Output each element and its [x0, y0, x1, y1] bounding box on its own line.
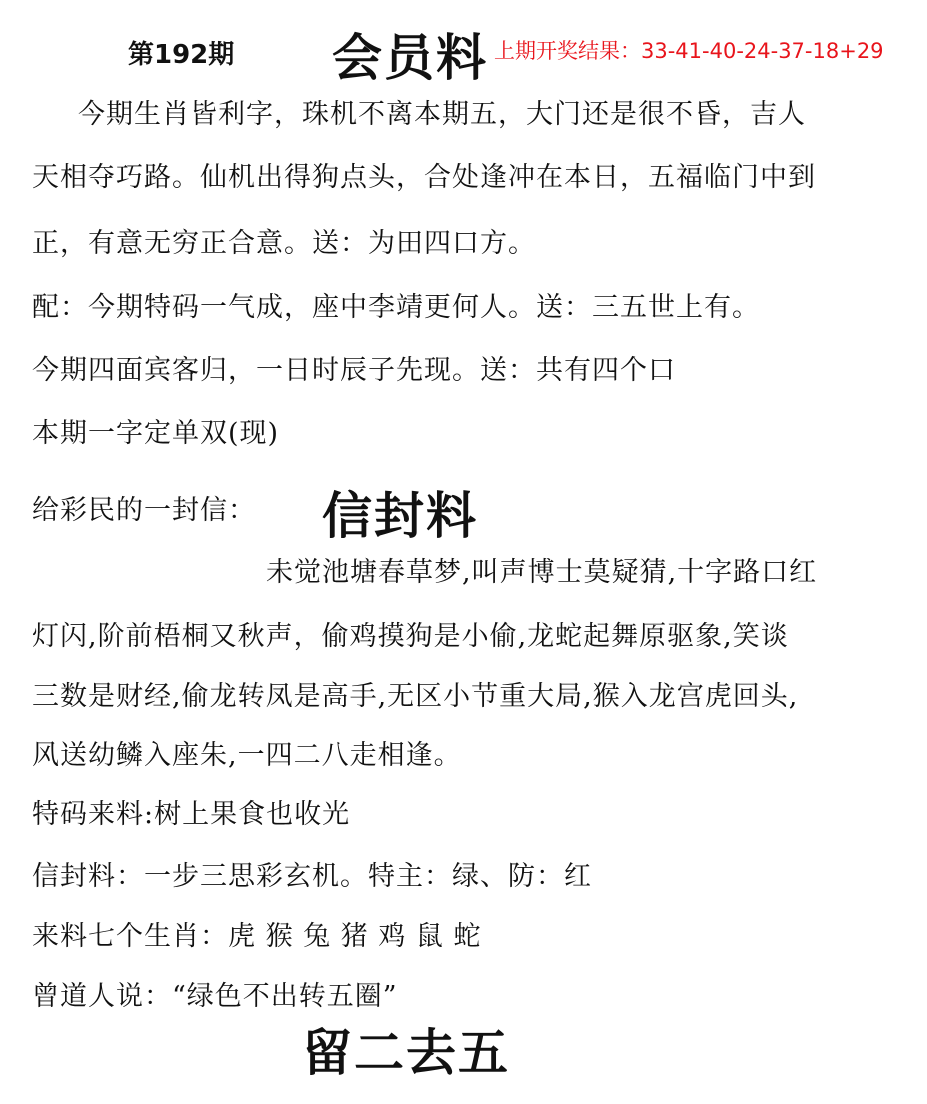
saying-line: 曾道人说：“绿色不出转五圈”: [32, 981, 398, 1012]
poem-line-3: 正，有意无穷正合意。送：为田四口方。: [32, 228, 536, 259]
seven-zodiacs-line: 来料七个生肖：虎 猴 兔 猪 鸡 鼠 蛇: [32, 921, 482, 952]
single-double-line: 本期一字定单双(现): [32, 418, 280, 449]
special-code-line: 特码来料:树上果食也收光: [32, 799, 351, 830]
pei-line: 配：今期特码一气成，座中李靖更何人。送：三五世上有。: [32, 292, 760, 323]
footer-title: 留二去五: [302, 1023, 510, 1082]
poem-line-2: 天相夺巧路。仙机出得狗点头，合处逢冲在本日，五福临门中到: [32, 162, 816, 193]
letter-material-line: 信封料：一步三思彩玄机。特主：绿、防：红: [32, 861, 592, 892]
letter-title: 信封料: [322, 486, 478, 545]
letter-line-4: 风送幼鳞入座朱,一四二八走相逢。: [32, 740, 462, 771]
poem-line-1: 今期生肖皆利字，珠机不离本期五，大门还是很不昏，吉人: [78, 99, 806, 130]
four-sides-line: 今期四面宾客归，一日时辰子先现。送：共有四个口: [32, 355, 676, 386]
letter-line-2: 灯闪,阶前梧桐又秋声，偷鸡摸狗是小偷,龙蛇起舞原驱象,笑谈: [32, 621, 789, 652]
issue-number: 第192期: [128, 40, 235, 70]
letter-intro: 给彩民的一封信：: [32, 495, 256, 526]
letter-line-1: 未觉池塘春草梦,叫声博士莫疑猜,十字路口红: [266, 557, 818, 588]
last-draw-result: 上期开奖结果：33-41-40-24-37-18+29: [494, 39, 884, 63]
page-title: 会员料: [332, 28, 488, 87]
letter-line-3: 三数是财经,偷龙转凤是高手,无区小节重大局,猴入龙宫虎回头,: [32, 681, 799, 712]
